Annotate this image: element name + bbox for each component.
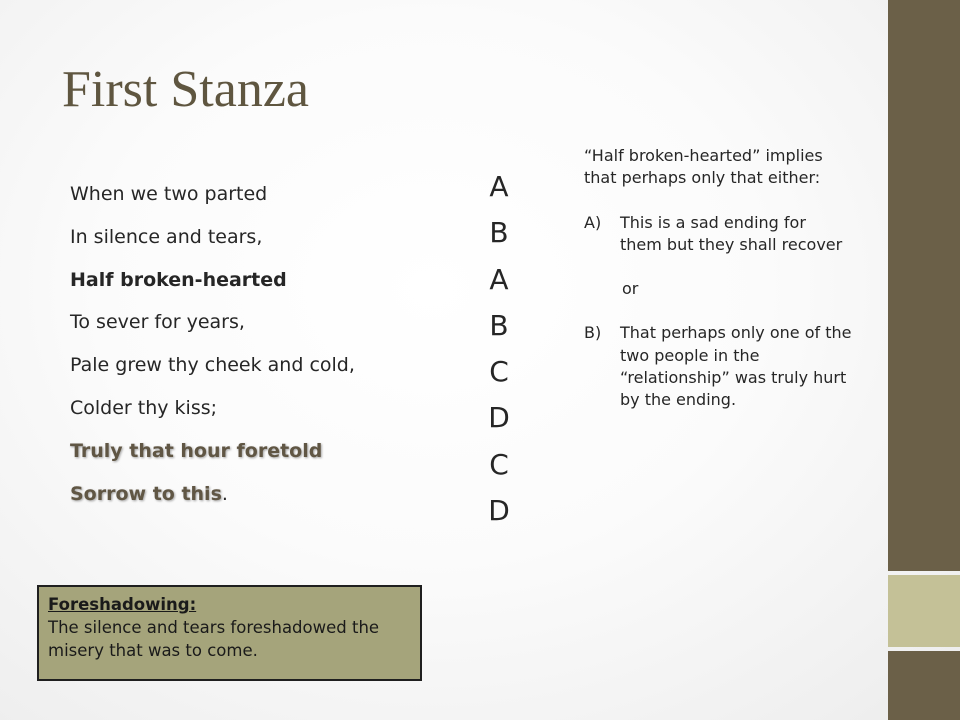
- poem-line-highlighted: Half broken-hearted: [70, 268, 287, 291]
- poem-stanza: [70, 173, 450, 515]
- foreshadowing-box: [37, 585, 422, 681]
- poem-line: In silence and tears,: [70, 225, 263, 248]
- rhyme-letter: A: [489, 170, 509, 203]
- rhyme-letter: B: [489, 216, 509, 250]
- poem-line-shadowed: Truly that hour foretold: [70, 439, 323, 462]
- note-intro: “Half broken-hearted” implies that perhaps only that either:: [584, 146, 823, 188]
- poem-line: To sever for years,: [70, 311, 245, 334]
- rhyme-letter: C: [489, 447, 509, 481]
- option-text: That perhaps only one of the two people in the “relationship” was truly hurt by the ending.: [620, 323, 852, 410]
- analysis-note: [584, 145, 852, 412]
- sidebar-dark-band: [888, 0, 960, 571]
- rhyme-scheme: [486, 164, 512, 534]
- foreshadowing-heading: Foreshadowing:: [48, 595, 197, 614]
- option-text: This is a sad ending for them but they shall recover: [620, 212, 843, 254]
- poem-line-shadowed: Sorrow to this: [70, 482, 222, 505]
- foreshadowing-text: The silence and tears foreshadowed the misery that was to come.: [48, 618, 380, 660]
- note-or: or: [622, 279, 639, 299]
- poem-line-last: [70, 473, 450, 516]
- poem-line: Colder thy kiss;: [70, 396, 218, 419]
- poem-line-period: .: [221, 482, 228, 505]
- rhyme-letter: D: [488, 401, 510, 435]
- sidebar-light-band: [888, 575, 960, 647]
- rhyme-letter: C: [489, 355, 509, 389]
- note-option-a: [584, 212, 852, 257]
- option-label: A): [584, 212, 602, 232]
- rhyme-letter: A: [489, 262, 509, 296]
- decorative-sidebar: [888, 0, 960, 720]
- option-label: B): [584, 323, 602, 343]
- poem-line: Pale grew thy cheek and cold,: [70, 354, 355, 377]
- poem-line: When we two parted: [70, 183, 268, 205]
- rhyme-letter: B: [489, 308, 509, 342]
- note-option-b: [584, 322, 852, 411]
- slide-title: First Stanza: [62, 61, 309, 118]
- sidebar-dark-band: [888, 651, 960, 720]
- rhyme-letter: D: [488, 494, 510, 528]
